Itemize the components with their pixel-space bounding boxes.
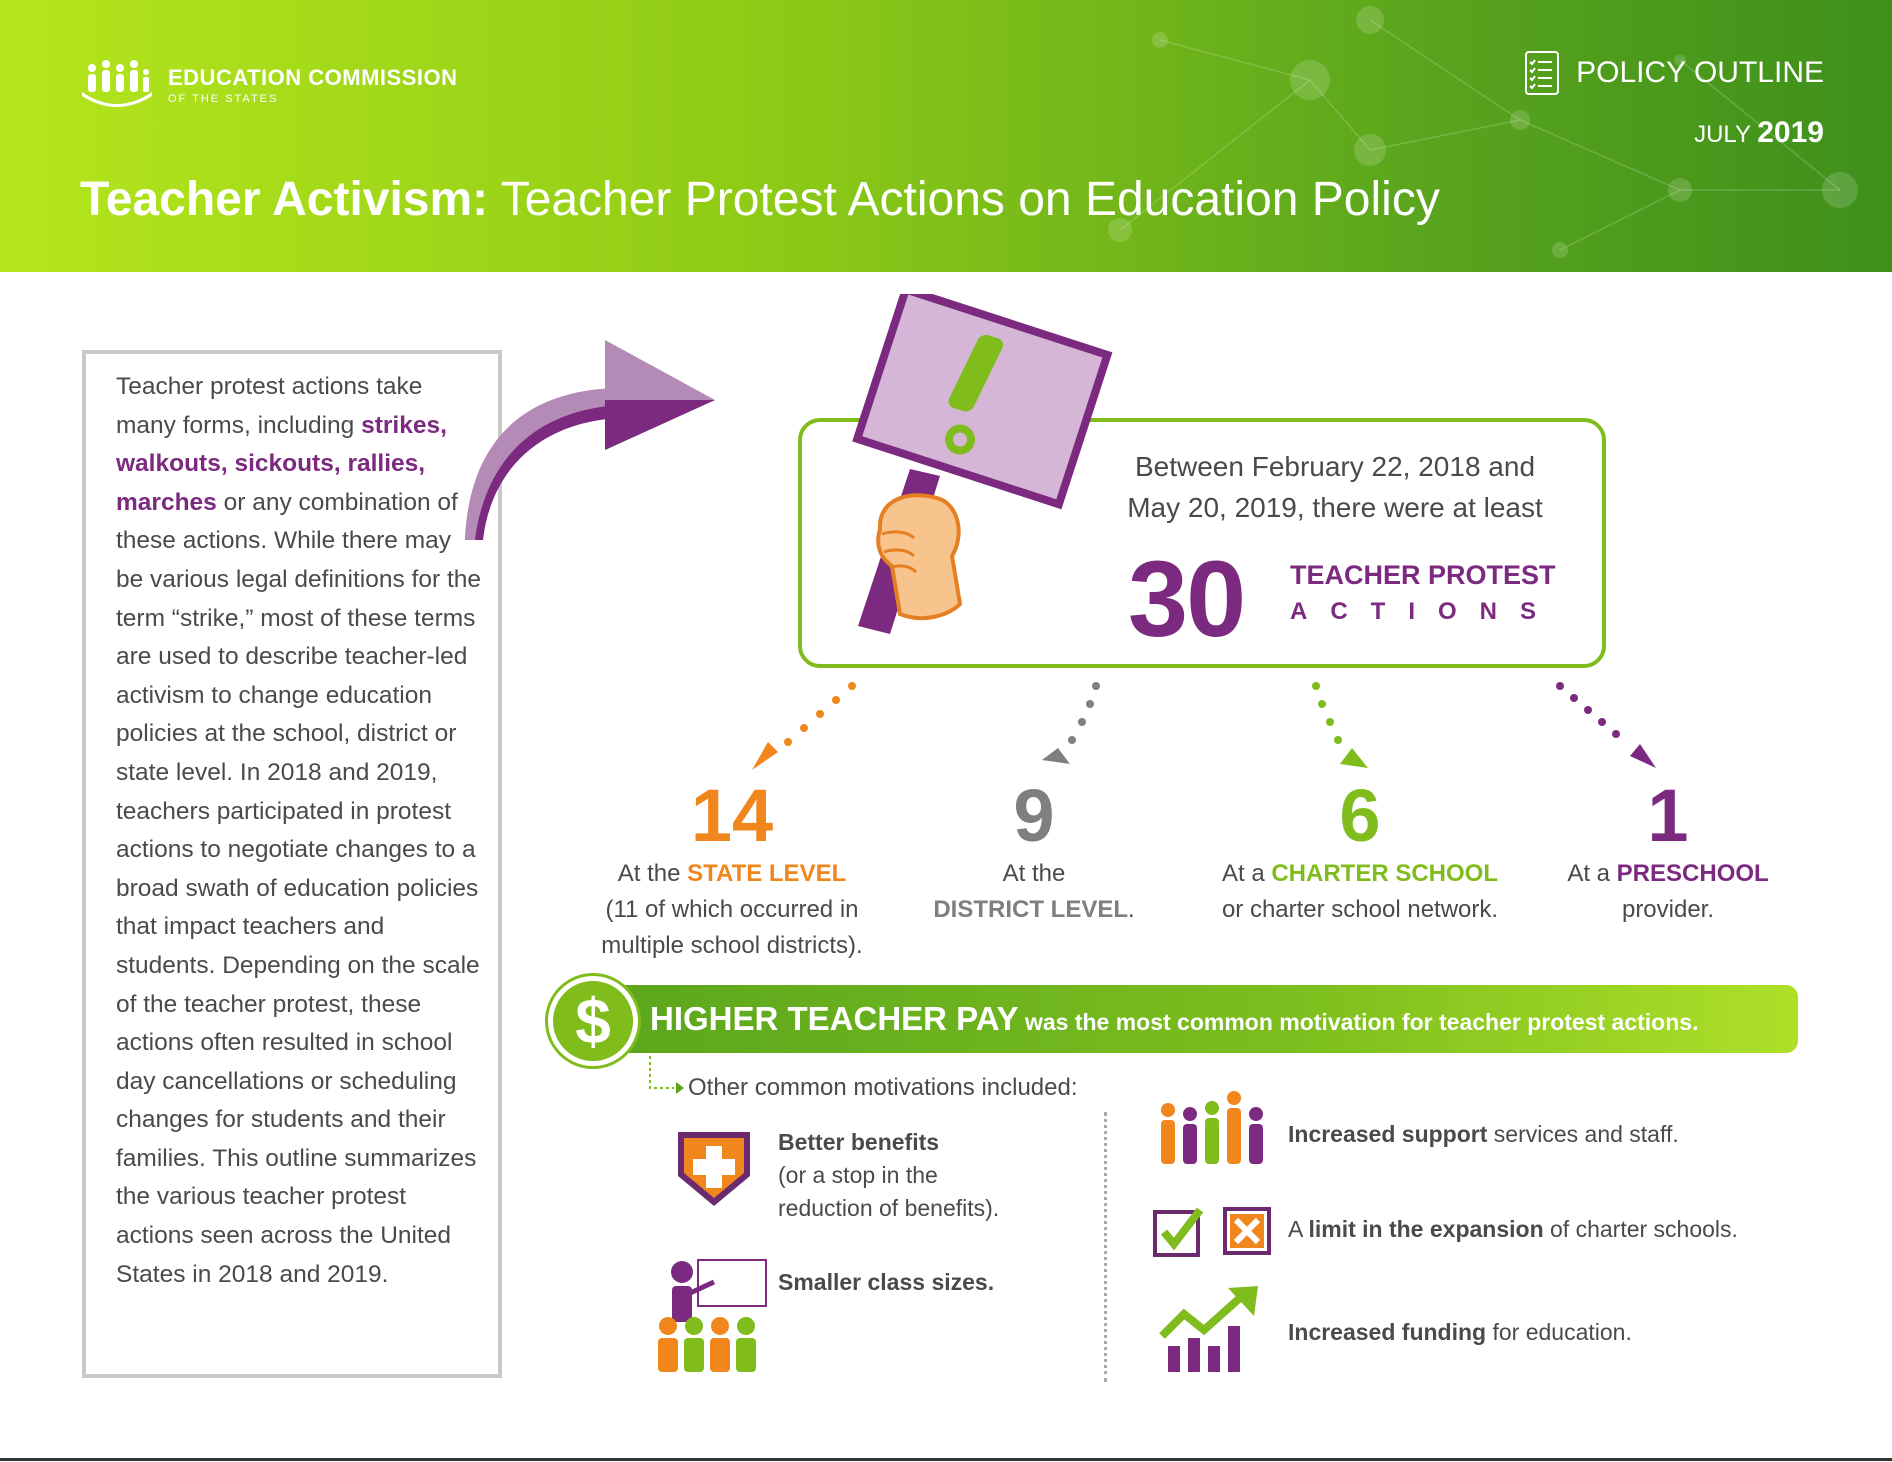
checkbox-x-icon	[1222, 1206, 1272, 1256]
elbow-connector-icon	[648, 1056, 688, 1096]
pay-subtext: was the most common motivation for teacher protest actions.	[1018, 1009, 1699, 1035]
stat-district	[914, 776, 1154, 928]
stat-charter-pre: At a	[1221, 860, 1272, 887]
total-label-line1: TEACHER PROTEST	[1290, 560, 1556, 590]
stat-preschool-number: 1	[1647, 774, 1689, 857]
stat-charter-line2: or charter school network.	[1221, 896, 1499, 923]
stat-state-pre: At the	[617, 860, 688, 887]
stat-preschool-pre: At a	[1567, 860, 1617, 887]
stat-state-line3: multiple school districts).	[601, 932, 863, 959]
doc-month: JULY	[1694, 121, 1751, 148]
stat-preschool-line2: provider.	[1621, 896, 1715, 923]
charter-rest: of charter schools.	[1543, 1216, 1738, 1242]
motivation-benefits	[778, 1126, 999, 1225]
motivation-support	[1288, 1118, 1679, 1151]
support-bold: Increased support	[1288, 1121, 1488, 1147]
column-divider	[1104, 1112, 1107, 1382]
stat-district-post: .	[1128, 896, 1135, 923]
motivation-funding	[1288, 1316, 1632, 1349]
intro-forms: strikes, walkouts, sickouts, rallies, marches	[116, 411, 447, 516]
dollar-icon: $	[548, 976, 638, 1066]
charter-bold: limit in the expansion	[1308, 1216, 1544, 1242]
checkbox-check-icon	[1152, 1204, 1206, 1258]
class-size-bold: Smaller class sizes.	[778, 1269, 995, 1295]
intro-part1: Teacher protest actions take many forms, including	[116, 373, 423, 439]
benefits-line3: reduction of benefits).	[778, 1195, 1000, 1221]
doc-type-label: POLICY OUTLINE	[1576, 56, 1824, 89]
total-label-line2: ACTIONS	[1290, 598, 1559, 625]
classroom-icon	[654, 1256, 774, 1376]
stat-district-line2	[914, 892, 1154, 928]
stat-preschool-line1	[1548, 856, 1788, 892]
stat-charter-line1	[1190, 856, 1530, 892]
motivation-charter-limit	[1288, 1213, 1738, 1246]
funding-rest: for education.	[1486, 1319, 1632, 1345]
stat-state-highlight: STATE LEVEL	[687, 860, 847, 887]
stat-charter-highlight: CHARTER SCHOOL	[1271, 860, 1499, 887]
stat-preschool	[1548, 776, 1788, 928]
stat-preschool-highlight: PRESCHOOL	[1616, 860, 1769, 887]
title-bold: Teacher Activism:	[80, 173, 489, 226]
org-name: EDUCATION COMMISSION	[168, 65, 458, 90]
shield-plus-icon	[674, 1128, 754, 1208]
total-actions: 30	[1128, 538, 1245, 659]
stat-state-line1	[574, 856, 890, 892]
support-rest: services and staff.	[1487, 1121, 1679, 1147]
benefits-line2: (or a stop in the	[778, 1162, 938, 1188]
pay-headline: HIGHER TEACHER PAY	[650, 1000, 1019, 1037]
charter-pre: A	[1288, 1216, 1309, 1242]
summary-line1: Between February 22, 2018 and	[1134, 451, 1536, 482]
stat-charter	[1190, 776, 1530, 928]
benefits-bold: Better benefits	[778, 1129, 940, 1155]
people-group-icon	[1158, 1090, 1268, 1166]
doc-year: 2019	[1757, 116, 1824, 149]
stat-state-line2: (11 of which occurred in	[605, 896, 859, 923]
stat-district-highlight: DISTRICT LEVEL	[933, 896, 1128, 923]
stat-charter-number: 6	[1339, 774, 1381, 857]
funding-bold: Increased funding	[1288, 1319, 1487, 1345]
other-motivations-intro: Other common motivations included:	[688, 1074, 1078, 1101]
stat-state	[574, 776, 890, 964]
motivation-class-size	[778, 1266, 994, 1299]
title-rest: Teacher Protest Actions on Education Policy	[488, 173, 1440, 226]
intro-part2: or any combination of these actions. While there may be various legal definitions for the term “strike,” most of these terms are used to describe teacher-led activism to change education policies at the school, district or state level. In 2018 and 2019, teachers participated in protest actions to negotiate changes to a broad swath of education policies that impact teachers and students. Depending on the scale of the teacher protest, these actions often resulted in school day cancellations or scheduling changes for students and their families. This outline summarizes the various teacher protest actions seen across the United States in 2018 and 2019.	[116, 488, 481, 1288]
stat-state-number: 14	[690, 774, 774, 857]
stat-district-line1: At the	[1002, 860, 1066, 887]
pay-text	[650, 1000, 1698, 1038]
summary-line2: May 20, 2019, there were at least	[1127, 492, 1543, 523]
org-subtitle: OF THE STATES	[168, 93, 279, 105]
growth-chart-icon	[1158, 1284, 1262, 1374]
stat-district-number: 9	[1013, 774, 1055, 857]
footer-rule	[0, 1458, 1892, 1461]
